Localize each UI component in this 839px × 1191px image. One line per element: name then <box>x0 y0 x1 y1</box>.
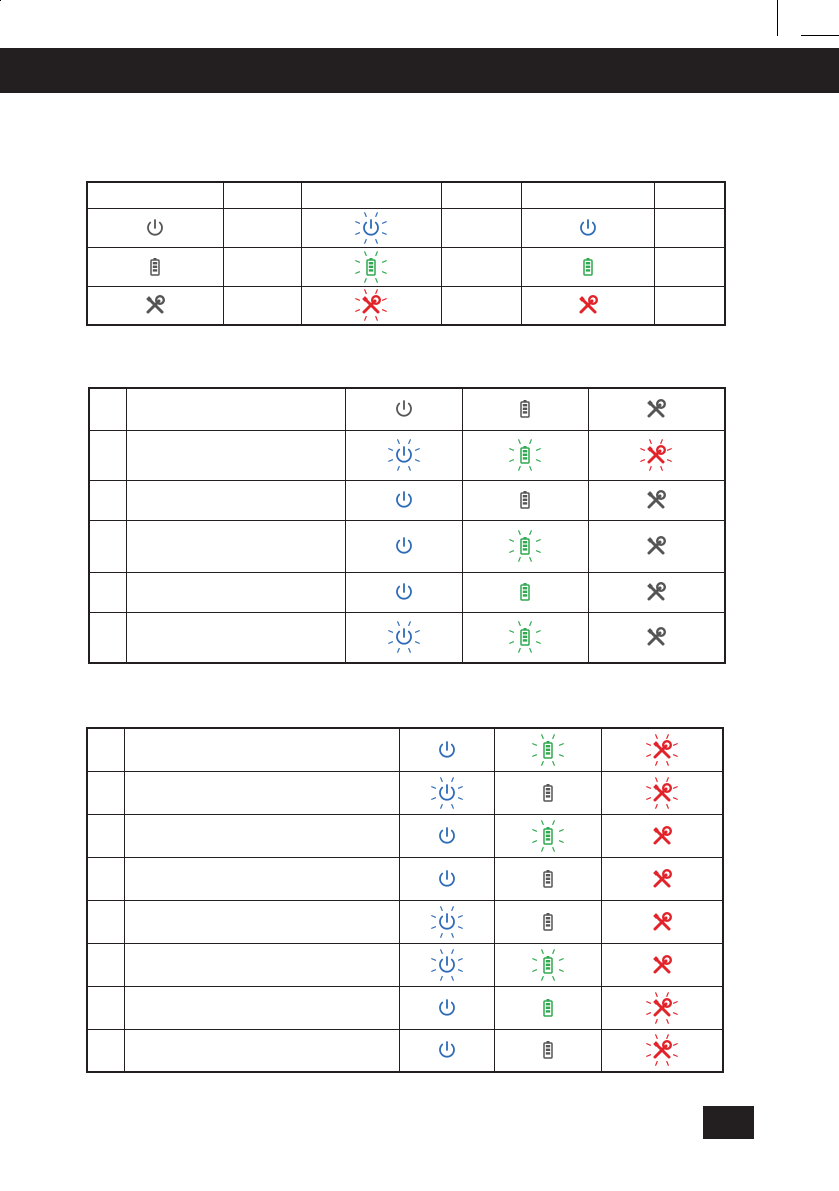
status-number-cell <box>89 430 126 480</box>
power-cell <box>345 612 462 663</box>
legend-text-cell <box>441 208 521 247</box>
legend-text-cell <box>654 247 725 286</box>
error-description-cell <box>124 857 399 900</box>
crop-mark-horizontal <box>801 35 839 36</box>
power-cell <box>521 208 654 247</box>
battery-cell <box>462 612 588 663</box>
battery-icon <box>463 391 588 427</box>
wrench-icon <box>602 904 723 940</box>
battery-cell <box>494 900 601 943</box>
wrench-icon <box>589 619 725 655</box>
status-description-cell <box>126 480 345 520</box>
error-row <box>87 943 723 986</box>
status-description-cell <box>126 388 345 430</box>
error-description-cell <box>124 728 399 771</box>
wrench-icon <box>522 287 654 323</box>
battery-icon <box>495 1032 601 1068</box>
error-number-cell <box>87 900 124 943</box>
power-icon <box>522 210 654 246</box>
power-icon <box>400 818 494 854</box>
crop-mark-top-left <box>0 0 1 1</box>
wrench-icon <box>589 528 725 564</box>
status-number-cell <box>89 480 126 520</box>
status-row <box>89 520 725 572</box>
status-number-cell <box>89 520 126 572</box>
battery-cell <box>494 943 601 986</box>
power-icon <box>346 437 462 473</box>
status-number-cell <box>89 572 126 612</box>
battery-icon <box>495 947 601 983</box>
wrench-icon <box>602 775 723 811</box>
status-table <box>88 387 726 664</box>
wrench-cell <box>601 943 723 986</box>
power-cell <box>399 986 494 1029</box>
legend-header-cell <box>521 182 654 208</box>
wrench-icon <box>302 287 441 323</box>
error-description-cell <box>124 900 399 943</box>
error-number-cell <box>87 1029 124 1072</box>
power-cell <box>345 572 462 612</box>
legend-row <box>87 286 725 325</box>
battery-cell <box>494 986 601 1029</box>
power-icon <box>88 210 223 246</box>
wrench-cell <box>588 388 725 430</box>
power-cell <box>399 943 494 986</box>
power-icon <box>346 528 462 564</box>
wrench-cell <box>601 986 723 1029</box>
battery-cell <box>87 247 223 286</box>
wrench-cell <box>601 900 723 943</box>
wrench-cell <box>588 612 725 663</box>
status-description-cell <box>126 572 345 612</box>
power-icon <box>346 619 462 655</box>
wrench-icon <box>589 391 725 427</box>
error-row <box>87 986 723 1029</box>
legend-text-cell <box>223 286 301 325</box>
battery-icon <box>463 482 588 518</box>
page-number-box <box>703 1106 754 1139</box>
battery-icon <box>495 990 601 1026</box>
battery-cell <box>494 771 601 814</box>
legend-text-cell <box>654 208 725 247</box>
status-description-cell <box>126 520 345 572</box>
status-row <box>89 480 725 520</box>
status-row <box>89 572 725 612</box>
battery-cell <box>462 430 588 480</box>
wrench-icon <box>589 437 725 473</box>
power-cell <box>399 771 494 814</box>
legend-text-cell <box>441 286 521 325</box>
battery-icon <box>495 732 601 768</box>
wrench-icon <box>589 482 725 518</box>
battery-cell <box>521 247 654 286</box>
legend-text-cell <box>223 208 301 247</box>
power-icon <box>346 482 462 518</box>
power-cell <box>345 430 462 480</box>
power-icon <box>400 990 494 1026</box>
legend-text-cell <box>223 247 301 286</box>
wrench-icon <box>602 947 723 983</box>
battery-cell <box>462 480 588 520</box>
power-icon <box>400 732 494 768</box>
power-icon <box>302 210 441 246</box>
power-icon <box>400 861 494 897</box>
power-cell <box>87 208 223 247</box>
wrench-cell <box>601 771 723 814</box>
wrench-cell <box>301 286 441 325</box>
battery-icon <box>88 249 223 285</box>
battery-icon <box>495 861 601 897</box>
battery-cell <box>494 857 601 900</box>
error-description-cell <box>124 771 399 814</box>
wrench-cell <box>588 572 725 612</box>
battery-icon <box>463 437 588 473</box>
error-description-cell <box>124 986 399 1029</box>
status-row <box>89 430 725 480</box>
error-table <box>86 727 724 1073</box>
wrench-cell <box>601 814 723 857</box>
battery-icon <box>495 904 601 940</box>
power-icon <box>400 904 494 940</box>
wrench-icon <box>602 990 723 1026</box>
power-icon <box>346 391 462 427</box>
error-description-cell <box>124 1029 399 1072</box>
wrench-icon <box>602 1032 723 1068</box>
power-icon <box>400 947 494 983</box>
battery-cell <box>301 247 441 286</box>
battery-icon <box>522 249 654 285</box>
legend-header-cell <box>87 182 223 208</box>
error-description-cell <box>124 943 399 986</box>
legend-header-cell <box>223 182 301 208</box>
battery-cell <box>494 728 601 771</box>
wrench-icon <box>88 287 223 323</box>
error-row <box>87 900 723 943</box>
wrench-cell <box>521 286 654 325</box>
wrench-cell <box>588 520 725 572</box>
status-row <box>89 612 725 663</box>
wrench-cell <box>588 430 725 480</box>
error-number-cell <box>87 943 124 986</box>
error-number-cell <box>87 728 124 771</box>
power-cell <box>345 388 462 430</box>
header-bar <box>0 48 839 93</box>
led-legend-table <box>86 181 726 326</box>
legend-header-cell <box>654 182 725 208</box>
power-cell <box>399 857 494 900</box>
power-cell <box>345 520 462 572</box>
power-icon <box>400 775 494 811</box>
power-icon <box>346 574 462 610</box>
legend-header-cell <box>301 182 441 208</box>
power-cell <box>399 900 494 943</box>
error-description-cell <box>124 814 399 857</box>
error-number-cell <box>87 771 124 814</box>
battery-icon <box>302 249 441 285</box>
error-row <box>87 771 723 814</box>
legend-text-cell <box>654 286 725 325</box>
error-number-cell <box>87 857 124 900</box>
legend-text-cell <box>441 247 521 286</box>
battery-icon <box>463 528 588 564</box>
legend-header-cell <box>441 182 521 208</box>
error-row <box>87 728 723 771</box>
battery-cell <box>494 1029 601 1072</box>
status-number-cell <box>89 612 126 663</box>
legend-header-row <box>87 182 725 208</box>
error-row <box>87 814 723 857</box>
legend-row <box>87 208 725 247</box>
status-row <box>89 388 725 430</box>
battery-icon <box>495 818 601 854</box>
error-row <box>87 1029 723 1072</box>
error-number-cell <box>87 814 124 857</box>
status-number-cell <box>89 388 126 430</box>
battery-cell <box>494 814 601 857</box>
battery-icon <box>463 574 588 610</box>
status-description-cell <box>126 612 345 663</box>
wrench-icon <box>602 732 723 768</box>
status-description-cell <box>126 430 345 480</box>
wrench-icon <box>602 861 723 897</box>
error-number-cell <box>87 986 124 1029</box>
power-cell <box>399 814 494 857</box>
battery-cell <box>462 572 588 612</box>
power-cell <box>399 1029 494 1072</box>
wrench-icon <box>589 574 725 610</box>
wrench-cell <box>588 480 725 520</box>
wrench-cell <box>601 857 723 900</box>
battery-cell <box>462 520 588 572</box>
legend-row <box>87 247 725 286</box>
error-row <box>87 857 723 900</box>
wrench-cell <box>601 1029 723 1072</box>
power-cell <box>345 480 462 520</box>
wrench-cell <box>601 728 723 771</box>
wrench-cell <box>87 286 223 325</box>
battery-cell <box>462 388 588 430</box>
power-cell <box>399 728 494 771</box>
wrench-icon <box>602 818 723 854</box>
battery-icon <box>495 775 601 811</box>
power-icon <box>400 1032 494 1068</box>
power-cell <box>301 208 441 247</box>
crop-mark-vertical <box>777 0 778 36</box>
battery-icon <box>463 619 588 655</box>
